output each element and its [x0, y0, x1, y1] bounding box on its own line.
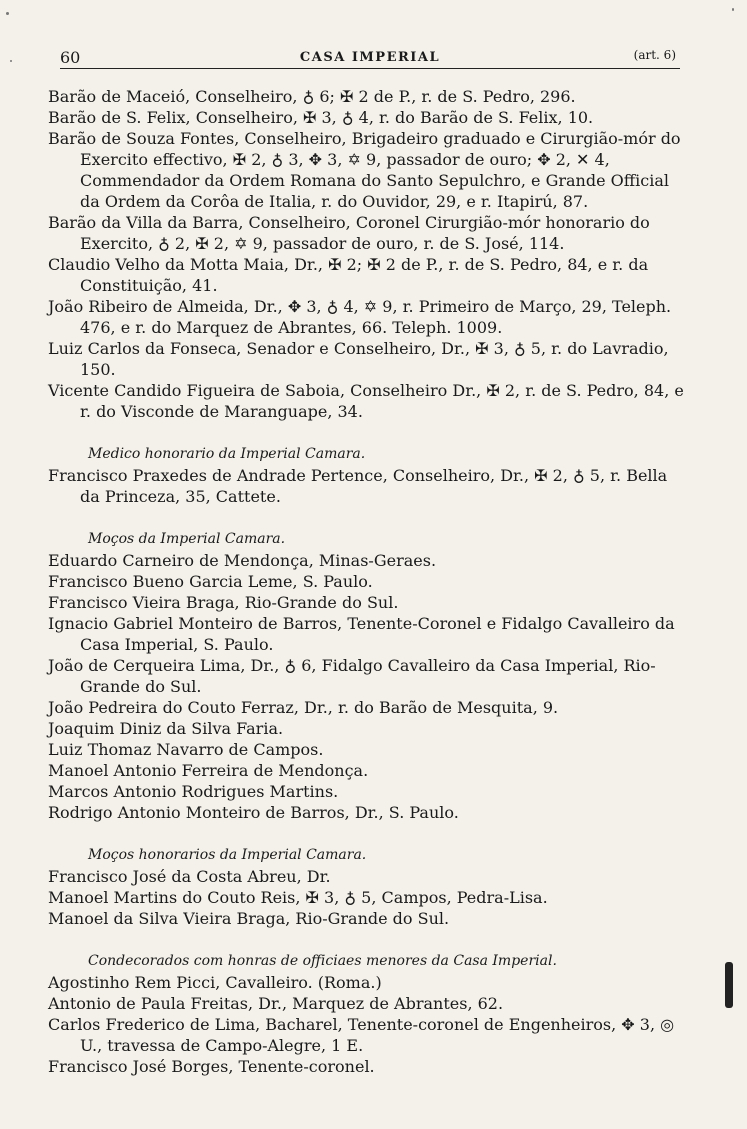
list-entry: Manoel Antonio Ferreira de Mendonça. [48, 761, 369, 780]
list-entry: Francisco Praxedes de Andrade Pertence, Conselheiro, Dr., ✠ 2, ♁ 5, r. Bella da Princeza, 35, Cattete. [48, 466, 668, 506]
scan-speck [6, 12, 9, 15]
list-entry: Manoel Martins do Couto Reis, ✠ 3, ♁ 5, Campos, Pedra-Lisa. [48, 888, 548, 907]
list-entry: Joaquim Diniz da Silva Faria. [48, 719, 284, 738]
list-entry: Rodrigo Antonio Monteiro de Barros, Dr., S. Paulo. [48, 803, 459, 822]
list-entry: Claudio Velho da Motta Maia, Dr., ✠ 2; ✠ 2 de P., r. de S. Pedro, 84, e r. da Constituição, 41. [48, 255, 649, 295]
list-entry: Ignacio Gabriel Monteiro de Barros, Tenente-Coronel e Fidalgo Cavalleiro da Casa Imperial, S. Paulo. [48, 614, 675, 654]
list-entry: Manoel da Silva Vieira Braga, Rio-Grande do Sul. [48, 909, 450, 928]
section-mocos-honorarios [48, 845, 688, 929]
section-mocos-camara [48, 529, 688, 823]
list-entry: Marcos Antonio Rodrigues Martins. [48, 782, 339, 801]
scan-speck [10, 60, 12, 62]
section-physicians [48, 86, 688, 422]
list-entry: João Pedreira do Couto Ferraz, Dr., r. do Barão de Mesquita, 9. [48, 698, 559, 717]
scan-edge-mark [725, 962, 733, 1008]
list-entry: Luiz Carlos da Fonseca, Senador e Conselheiro, Dr., ✠ 3, ♁ 5, r. do Lavradio, 150. [48, 339, 669, 379]
section-heading: Moços honorarios da Imperial Camara. [88, 847, 367, 863]
page-number: 60 [60, 48, 81, 67]
list-entry: Vicente Candido Figueira de Saboia, Conselheiro Dr., ✠ 2, r. de S. Pedro, 84, e r. do Visconde de Maranguape, 34. [48, 381, 684, 421]
list-entry: Agostinho Rem Picci, Cavalleiro. (Roma.) [48, 973, 382, 992]
list-entry: Luiz Thomaz Navarro de Campos. [48, 740, 324, 759]
list-entry: Barão da Villa da Barra, Conselheiro, Coronel Cirurgião-mór honorario do Exercito, ♁ 2, ✠ 2, ✡ 9, passador de ouro, r. de S. José, 114. [48, 213, 650, 253]
scan-speck [732, 8, 734, 11]
list-entry: Francisco Bueno Garcia Leme, S. Paulo. [48, 572, 373, 591]
running-title: CASA IMPERIAL [299, 50, 441, 65]
list-entry: Barão de Souza Fontes, Conselheiro, Brigadeiro graduado e Cirurgião-mór do Exercito effectivo, ✠ 2, ♁ 3, ✥ 3, ✡ 9, passador de ouro; ✥ 2, ✕ 4, Commendador da Ordem Romana do Santo Sepulchro, e Grande Official da Ordem da Corôa de Italia, r. do Ouvidor, 29, e r. Itapirú, 87. [48, 129, 681, 211]
list-entry: João de Cerqueira Lima, Dr., ♁ 6, Fidalgo Cavalleiro da Casa Imperial, Rio-Grande do Sul. [48, 656, 656, 696]
list-entry: Francisco José da Costa Abreu, Dr. [48, 867, 331, 886]
list-entry: João Ribeiro de Almeida, Dr., ✥ 3, ♁ 4, ✡ 9, r. Primeiro de Março, 29, Teleph. 476, e r. do Marquez de Abrantes, 66. Teleph. 1009. [48, 297, 672, 337]
section-heading: Condecorados com honras de officiaes menores da Casa Imperial. [88, 953, 557, 969]
document-body [48, 86, 688, 1077]
list-entry: Antonio de Paula Freitas, Dr., Marquez de Abrantes, 62. [48, 994, 504, 1013]
list-entry: Eduardo Carneiro de Mendonça, Minas-Geraes. [48, 551, 437, 570]
page-header [60, 46, 680, 69]
list-entry: Francisco José Borges, Tenente-coronel. [48, 1057, 375, 1076]
section-heading: Medico honorario da Imperial Camara. [88, 446, 366, 462]
list-entry: Barão de Maceió, Conselheiro, ♁ 6; ✠ 2 de P., r. de S. Pedro, 296. [48, 87, 576, 106]
section-condecorados [48, 951, 688, 1077]
section-medico-honorario [48, 444, 688, 507]
list-entry: Francisco Vieira Braga, Rio-Grande do Sul. [48, 593, 399, 612]
list-entry: Barão de S. Felix, Conselheiro, ✠ 3, ♁ 4, r. do Barão de S. Felix, 10. [48, 108, 594, 127]
section-heading: Moços da Imperial Camara. [88, 531, 286, 547]
list-entry: Carlos Frederico de Lima, Bacharel, Tenente-coronel de Engenheiros, ✥ 3, ◎ U., travessa de Campo-Alegre, 1 E. [48, 1015, 675, 1055]
article-reference: (art. 6) [633, 48, 676, 62]
